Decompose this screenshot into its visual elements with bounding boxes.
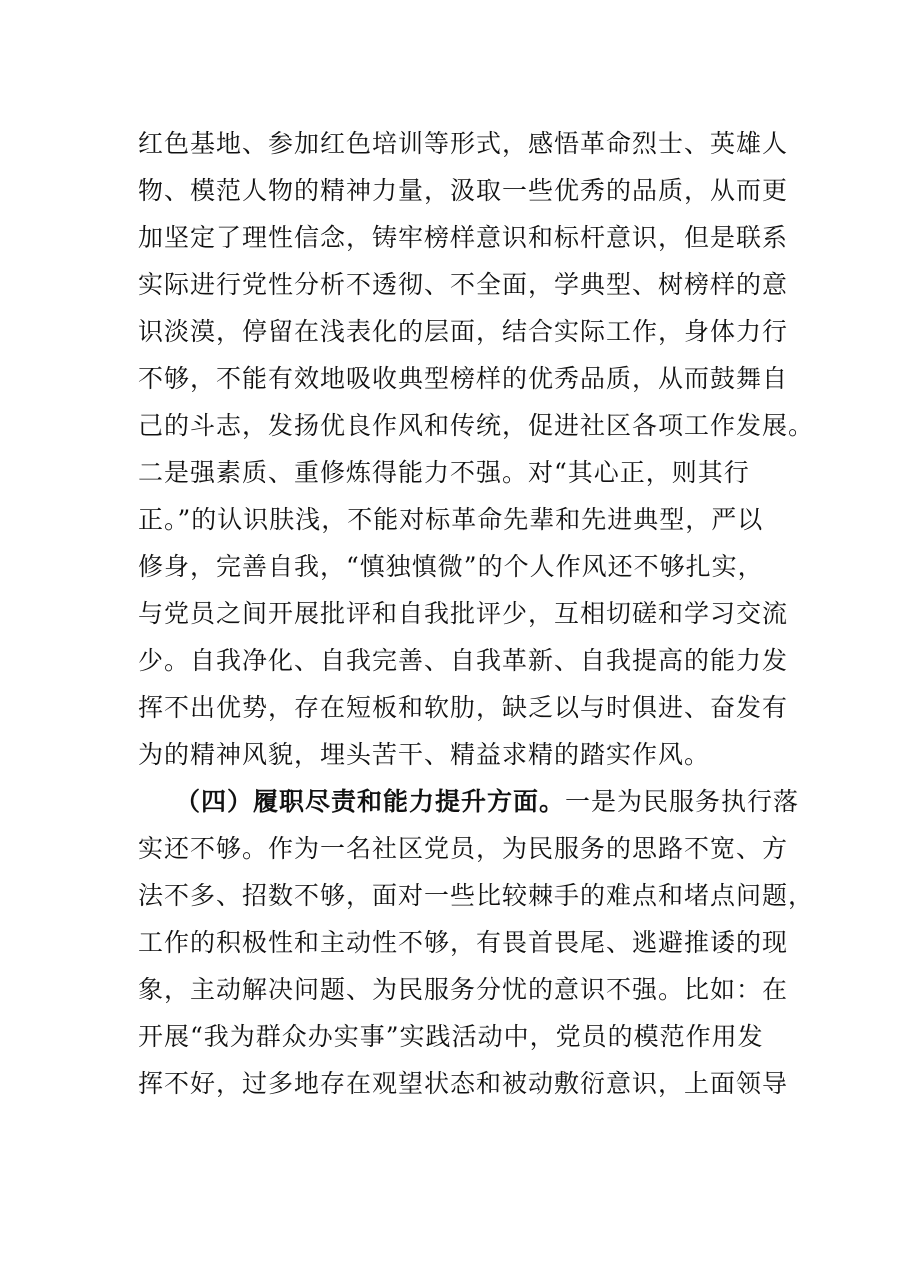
body-text-line: 为的精神风貌，埋头苦干、精益求精的踏实作风。 <box>138 740 711 769</box>
body-text-line: 挥不出优势，存在短板和软肋，缺乏以与时俱进、奋发有 <box>138 693 789 722</box>
body-text-line: 实还不够。作为一名社区党员，为民服务的思路不宽、方 <box>138 834 789 863</box>
body-text-line: 象，主动解决问题、为民服务分忧的意识不强。比如：在 <box>138 975 789 1004</box>
body-text-line: 工作的积极性和主动性不够，有畏首畏尾、逃避推诿的现 <box>138 928 789 957</box>
body-text-line: 少。自我净化、自我完善、自我革新、自我提高的能力发 <box>138 646 789 675</box>
body-text-line: 法不多、招数不够，面对一些比较棘手的难点和堵点问题， <box>138 881 815 910</box>
body-text-line: 加坚定了理性信念，铸牢榜样意识和标杆意识，但是联系 <box>138 223 789 252</box>
section-first-line <box>175 787 799 817</box>
body-text-line: 物、模范人物的精神力量，汲取一些优秀的品质，从而更 <box>138 176 789 205</box>
body-text-line: 不够，不能有效地吸收典型榜样的优秀品质，从而鼓舞自 <box>138 364 789 393</box>
body-text-line: 修身，完善自我，“慎独慎微”的个人作风还不够扎实， <box>138 552 764 581</box>
body-text-line: 正。”的认识肤浅，不能对标革命先辈和先进典型，严以 <box>138 505 764 534</box>
body-text-line: 实际进行党性分析不透彻、不全面，学典型、树榜样的意 <box>138 270 789 299</box>
body-text-line: 二是强素质、重修炼得能力不强。对“其心正，则其行 <box>138 458 750 487</box>
body-text-line: 识淡漠，停留在浅表化的层面，结合实际工作，身体力行 <box>138 317 789 346</box>
section-heading: （四）履职尽责和能力提升方面。 <box>175 787 566 816</box>
body-text-line: 红色基地、参加红色培训等形式，感悟革命烈士、英雄人 <box>138 129 789 158</box>
body-text-line: 开展“我为群众办实事”实践活动中，党员的模范作用发 <box>138 1022 764 1051</box>
body-text-line: 与党员之间开展批评和自我批评少，互相切磋和学习交流 <box>138 599 789 628</box>
body-text-line: 己的斗志，发扬优良作风和传统，促进社区各项工作发展。 <box>138 411 815 440</box>
section-first-line-text: 一是为民服务执行落 <box>565 787 800 816</box>
body-text-line: 挥不好，过多地存在观望状态和被动敷衍意识，上面领导 <box>138 1069 789 1098</box>
